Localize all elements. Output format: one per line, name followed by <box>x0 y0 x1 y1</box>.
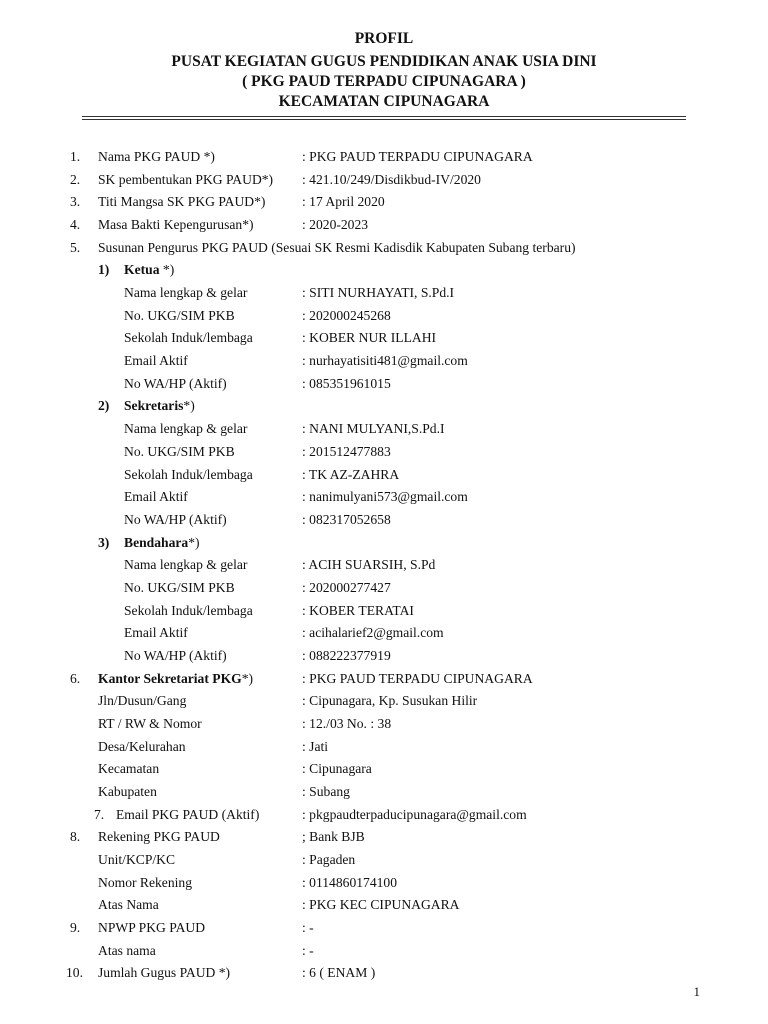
field-row <box>0 826 768 848</box>
field-row <box>0 486 768 508</box>
field-row <box>0 736 768 758</box>
document-subtitle-district: KECAMATAN CIPUNAGARA <box>278 93 490 110</box>
document-subtitle-paren: ( PKG PAUD TERPADU CIPUNAGARA ) <box>242 73 526 90</box>
field-label: No. UKG/SIM PKB <box>124 579 235 595</box>
field-value: : 421.10/249/Disdikbud-IV/2020 <box>302 171 481 187</box>
field-label: Sekolah Induk/lembaga <box>124 602 253 618</box>
field-value: : Cipunagara <box>302 761 372 777</box>
item-number: 1. <box>70 149 81 164</box>
field-row <box>0 532 768 554</box>
field-row <box>0 305 768 327</box>
field-label: No. UKG/SIM PKB <box>124 443 235 459</box>
field-value: : Subang <box>302 784 350 800</box>
field-label: Email Aktif <box>124 625 188 641</box>
field-row <box>0 758 768 780</box>
field-value: : 17 April 2020 <box>302 194 385 210</box>
field-row <box>0 690 768 712</box>
sub-item-number: 1) <box>98 262 110 278</box>
field-row <box>0 509 768 531</box>
item-number: 5. <box>70 239 81 255</box>
field-row <box>0 327 768 349</box>
field-value: : 0114860174100 <box>302 874 398 890</box>
item-number: 6. <box>70 670 81 686</box>
field-value: : 6 ( ENAM ) <box>302 965 376 981</box>
field-value: : PKG PAUD TERPADU CIPUNAGARA <box>302 149 533 164</box>
field-label: Susunan Pengurus PKG PAUD (Sesuai SK Resmi Kadisdik Kabupaten Subang terbaru) <box>98 239 576 255</box>
field-row <box>0 622 768 644</box>
item-number: 8. <box>70 829 81 845</box>
field-value: : Jati <box>302 738 329 754</box>
field-label: No WA/HP (Aktif) <box>124 375 227 391</box>
field-label: Nama lengkap & gelar <box>124 421 248 437</box>
field-value: : Cipunagara, Kp. Susukan Hilir <box>302 693 478 709</box>
field-label: No WA/HP (Aktif) <box>124 511 227 527</box>
field-row <box>0 373 768 395</box>
field-label: Nama lengkap & gelar <box>124 557 248 573</box>
document-subtitle: PUSAT KEGIATAN GUGUS PENDIDIKAN ANAK USIA DINI <box>171 53 597 70</box>
field-row <box>0 350 768 372</box>
field-label: Sekolah Induk/lembaga <box>124 466 253 482</box>
field-label: Jumlah Gugus PAUD *) <box>98 965 231 981</box>
field-row <box>0 237 768 259</box>
item-number: 3. <box>70 194 81 210</box>
field-row <box>0 917 768 939</box>
field-row <box>0 554 768 576</box>
field-label: Sekretaris*) <box>124 398 195 414</box>
field-label: Kabupaten <box>98 784 157 800</box>
header-double-rule-bottom <box>82 119 686 120</box>
field-value: : 082317052658 <box>302 511 391 527</box>
field-row <box>0 713 768 735</box>
field-value: : SITI NURHAYATI, S.Pd.I <box>302 285 455 301</box>
field-value: : 202000245268 <box>302 307 391 323</box>
field-row <box>0 849 768 871</box>
field-value: : acihalarief2@gmail.com <box>302 625 444 641</box>
field-row <box>0 962 768 984</box>
page-number: 1 <box>693 984 700 999</box>
field-value: : 12./03 No. : 38 <box>302 716 392 731</box>
field-value: : Pagaden <box>302 852 356 868</box>
field-row <box>0 191 768 213</box>
field-label: Unit/KCP/KC <box>98 852 176 868</box>
field-row <box>0 804 768 826</box>
field-value: : 085351961015 <box>302 375 391 391</box>
field-row <box>0 464 768 486</box>
field-value: : NANI MULYANI,S.Pd.I <box>302 421 445 437</box>
field-row <box>0 600 768 622</box>
field-value: : ACIH SUARSIH, S.Pd <box>302 557 436 573</box>
field-label: Masa Bakti Kepengurusan*) <box>98 217 254 233</box>
field-row <box>0 668 768 690</box>
field-label: Nama PKG PAUD *) <box>98 149 215 164</box>
item-number: 10. <box>66 965 83 981</box>
field-value: : nanimulyani573@gmail.com <box>302 489 468 505</box>
field-value: : - <box>302 942 314 958</box>
field-value: ; Bank BJB <box>302 829 365 845</box>
field-value: : TK AZ-ZAHRA <box>302 466 400 482</box>
field-label: Kantor Sekretariat PKG*) <box>98 670 254 686</box>
field-row <box>0 781 768 803</box>
field-value: : 2020-2023 <box>302 217 369 233</box>
field-row <box>0 894 768 916</box>
field-row <box>0 259 768 281</box>
field-value: : KOBER NUR ILLAHI <box>302 330 437 346</box>
field-label: Jln/Dusun/Gang <box>98 693 187 709</box>
field-row <box>0 577 768 599</box>
field-value: : - <box>302 920 314 936</box>
field-label: Desa/Kelurahan <box>98 738 186 754</box>
field-row <box>0 146 768 168</box>
field-label: RT / RW & Nomor <box>98 716 202 731</box>
field-value: : KOBER TERATAI <box>302 602 414 618</box>
field-label: Email Aktif <box>124 489 188 505</box>
item-number: 2. <box>70 171 81 187</box>
field-value: : pkgpaudterpaducipunagara@gmail.com <box>302 806 527 822</box>
field-label: Rekening PKG PAUD <box>98 829 220 845</box>
field-value: : nurhayatisiti481@gmail.com <box>302 353 468 369</box>
field-label: Sekolah Induk/lembaga <box>124 330 253 346</box>
sub-item-number: 2) <box>98 398 110 414</box>
field-row <box>0 441 768 463</box>
sub-item-number: 3) <box>98 534 110 550</box>
field-label: Atas Nama <box>98 897 159 913</box>
field-label: No. UKG/SIM PKB <box>124 307 235 323</box>
field-value: : PKG KEC CIPUNAGARA <box>302 897 460 913</box>
field-label: Atas nama <box>98 942 156 958</box>
field-row <box>0 645 768 667</box>
field-label: Ketua *) <box>124 262 175 278</box>
field-label: Bendahara*) <box>124 534 200 550</box>
field-row <box>0 872 768 894</box>
field-row <box>0 282 768 304</box>
field-label: NPWP PKG PAUD <box>98 920 206 936</box>
field-label: Nama lengkap & gelar <box>124 285 248 301</box>
field-row <box>0 214 768 236</box>
header-double-rule-top <box>82 116 686 117</box>
field-value: : 088222377919 <box>302 647 391 663</box>
field-label: No WA/HP (Aktif) <box>124 647 227 663</box>
field-label: Nomor Rekening <box>98 874 193 890</box>
field-row <box>0 395 768 417</box>
field-label: Kecamatan <box>98 761 160 777</box>
field-value: : 201512477883 <box>302 443 391 459</box>
field-row <box>0 418 768 440</box>
item-number: 7. <box>94 806 105 822</box>
document-title: PROFIL <box>354 30 414 47</box>
item-number: 9. <box>70 920 81 936</box>
field-label: Titi Mangsa SK PKG PAUD*) <box>98 194 266 210</box>
field-label: Email PKG PAUD (Aktif) <box>116 806 260 822</box>
field-row <box>0 169 768 191</box>
field-label: Email Aktif <box>124 353 188 369</box>
field-label: SK pembentukan PKG PAUD*) <box>98 171 274 187</box>
field-row <box>0 940 768 962</box>
item-number: 4. <box>70 217 81 233</box>
field-value: : 202000277427 <box>302 579 391 595</box>
field-value: : PKG PAUD TERPADU CIPUNAGARA <box>302 670 533 686</box>
